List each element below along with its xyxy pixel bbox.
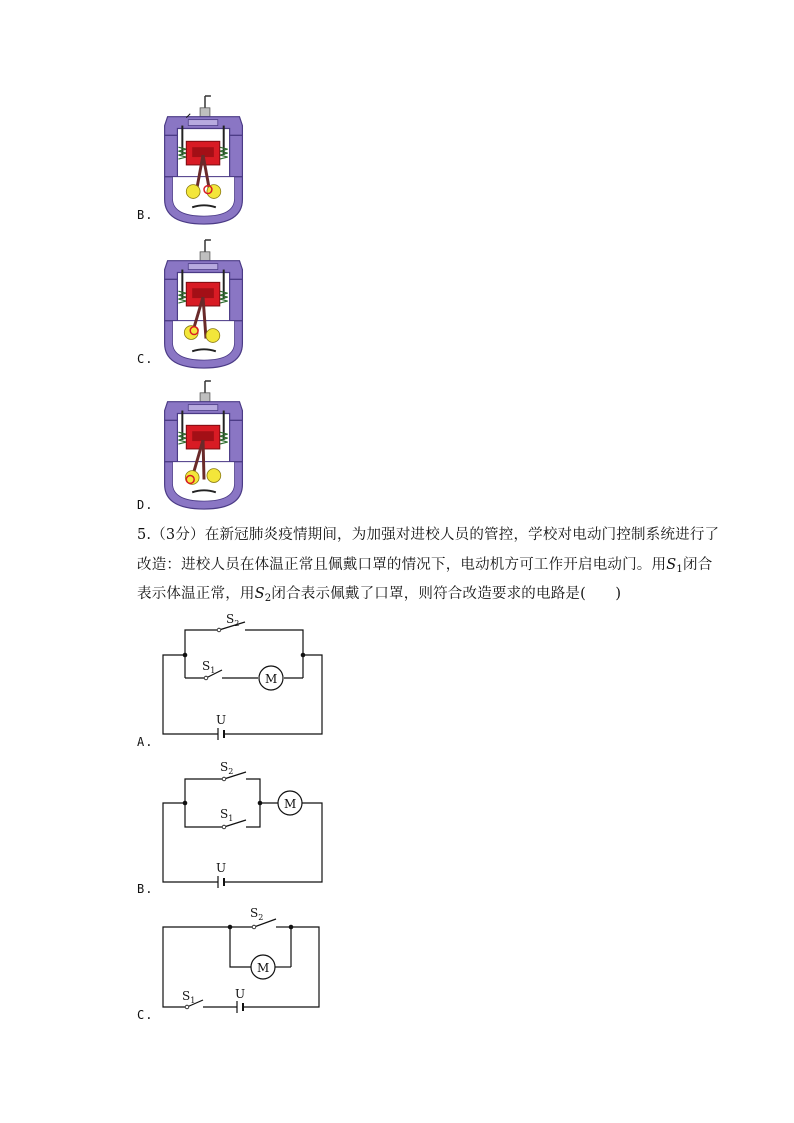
circuit-a-s2-label: $S_2$ <box>226 612 240 628</box>
circuit-c-s2-label: $S_2$ <box>250 906 264 922</box>
question-line-3 <box>137 582 621 604</box>
circuit-option-a-label: A. <box>137 735 154 749</box>
circuit-c-s1-label: $S_1$ <box>182 989 196 1005</box>
engine-option-c-label: C. <box>137 352 154 366</box>
question-line-2-pre: 改造：进校人员在体温正常且佩戴口罩的情况下，电动机方可工作开启电动门。用 <box>137 557 667 573</box>
engine-option-b-label: B. <box>137 208 154 222</box>
circuit-a-motor-label: M <box>265 672 278 686</box>
circuit-c-motor-label: M <box>257 961 270 975</box>
switch-s2-symbol: S <box>254 586 265 602</box>
circuit-diagram-c <box>150 903 340 1018</box>
switch-s2-subscript: 2 <box>264 593 272 604</box>
question-line-3-post: 闭合表示佩戴了口罩，则符合改造要求的电路是( ) <box>271 586 622 602</box>
switch-s1-symbol: S <box>666 557 677 573</box>
circuit-b-source-label: U <box>216 861 227 875</box>
circuit-b-s2-label: $S_2$ <box>220 760 234 776</box>
engine-figure-b <box>160 96 250 226</box>
circuit-a-source-label: U <box>216 713 227 727</box>
question-line-2 <box>137 553 712 575</box>
switch-s1-subscript: 1 <box>676 564 683 575</box>
circuit-b-s1-label: $S_1$ <box>220 807 234 823</box>
engine-figure-c <box>160 240 250 370</box>
question-line-3-pre: 表示体温正常，用 <box>137 586 255 602</box>
circuit-diagram-b <box>150 757 340 892</box>
question-line-1: 5.（3分）在新冠肺炎疫情期间，为加强对进校人员的管控，学校对电动门控制系统进行了 <box>137 527 720 543</box>
circuit-option-c-label: C. <box>137 1008 154 1022</box>
question-line-2-post: 闭合 <box>683 557 713 573</box>
circuit-option-b-label: B. <box>137 882 154 896</box>
circuit-b-motor-label: M <box>284 797 297 811</box>
circuit-a-s1-label: $S_1$ <box>202 659 216 675</box>
circuit-c-source-label: U <box>235 987 246 1001</box>
engine-figure-d <box>160 381 250 511</box>
circuit-diagram-a <box>150 608 340 743</box>
engine-option-d-label: D. <box>137 498 154 512</box>
